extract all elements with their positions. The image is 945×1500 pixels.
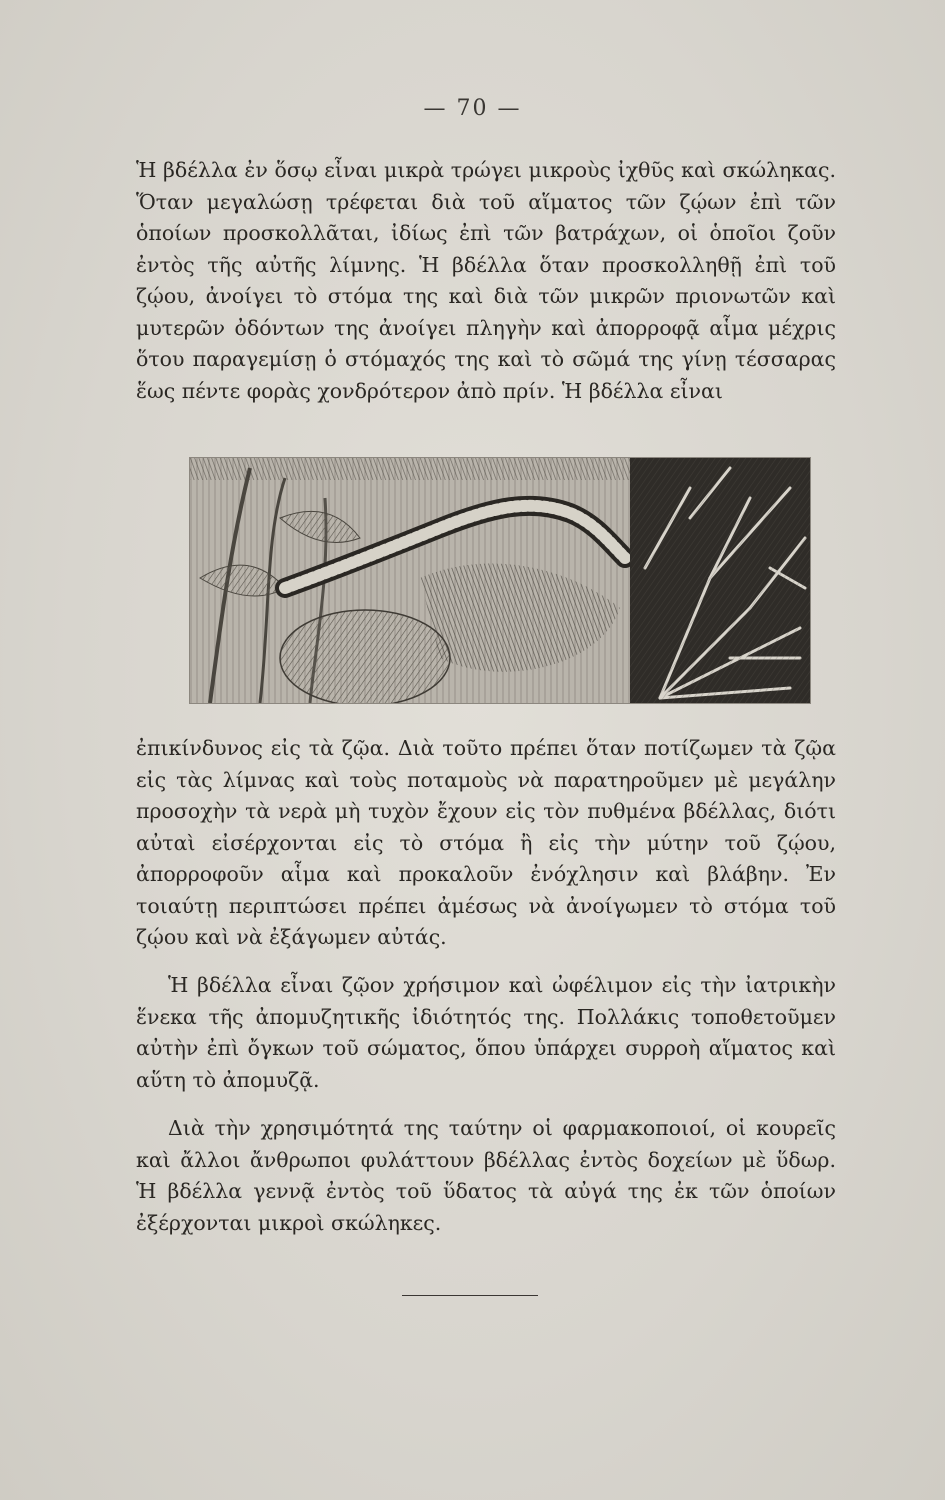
paragraph-leech-danger: ἐπικίνδυνος εἰς τὰ ζῷα. Διὰ τοῦτο πρέπει ὅταν ποτίζωμεν τὰ ζῷα εἰς τὰς λίμνας καὶ τοὺς ποταμοὺς νὰ παρατηροῦμεν μὲ μεγάλην προσοχὴν τὰ νερὰ μὴ τυχὸν ἔχουν εἰς τὸν πυθμένα βδέλλας, διότι αὐταὶ εἰσέρχονται εἰς τὸ στόμα ἢ εἰς τὴν μύτην τοῦ ζῴου, ἀπορροφοῦν αἷμα καὶ προκαλοῦν ἐνόχλησιν καὶ βλάβην. Ἐν τοιαύτῃ περιπτώσει πρέπει ἀμέσως νὰ ἀνοίγωμεν τὸ στόμα τοῦ ζῴου καὶ νὰ ἐξάγωμεν αὐτάς. [136,736,836,949]
page-number: — 70 — [423,96,522,121]
paragraph-leech-keeping: Διὰ τὴν χρησιμότητά της ταύτην οἱ φαρμακοποιοί, οἱ κουρεῖς καὶ ἄλλοι ἄνθρωποι φυλάττουν βδέλλας ἐντὸς δοχείων μὲ ὕδωρ. Ἡ βδέλλα γεννᾷ ἐντὸς τοῦ ὕδατος τὰ αὐγά της ἐκ τῶν ὁποίων ἐξέρχονται μικροὶ σκώληκες. [136,1116,836,1235]
paragraph-leech-feeding: Ἡ βδέλλα ἐν ὅσῳ εἶναι μικρὰ τρώγει μικροὺς ἰχθῦς καὶ σκώληκας. Ὅταν μεγαλώσῃ τρέφεται διὰ τοῦ αἵματος τῶν ζῴων ἐπὶ τῶν ὁποίων προσκολλᾶται, ἰδίως ἐπὶ τῶν βατράχων, οἱ ὁποῖοι ζοῦν ἐντὸς τῆς αὐτῆς λίμνης. Ἡ βδέλλα ὅταν προσκολληθῇ ἐπὶ τοῦ ζῴου, ἀνοίγει τὸ στόμα της καὶ διὰ τῶν μικρῶν πριονωτῶν καὶ μυτερῶν ὀδόντων της ἀνοίγει πληγὴν καὶ ἀπορροφᾷ αἷμα μέχρις ὅτου παραγεμίσῃ ὁ στόμαχός της καὶ τὸ σῶμά της γίνῃ τέσσαρας ἕως πέντε φορὰς χονδρότερον ἀπὸ πρίν. Ἡ βδέλλα εἶναι [136,158,836,403]
end-divider-rule [402,1295,538,1296]
leech-engraving-drawing [190,458,810,703]
leech-engraving-illustration [189,457,811,704]
paragraph-leech-medicine: Ἡ βδέλλα εἶναι ζῷον χρήσιμον καὶ ὠφέλιμον εἰς τὴν ἰατρικὴν ἕνεκα τῆς ἀπομυζητικῆς ἰδιότητός της. Πολλάκις τοποθετοῦμεν αὐτὴν ἐπὶ ὄγκων τοῦ σώματος, ὅπου ὑπάρχει συρροὴ αἵματος καὶ αὕτη τὸ ἀπομυζᾷ. [136,973,836,1092]
